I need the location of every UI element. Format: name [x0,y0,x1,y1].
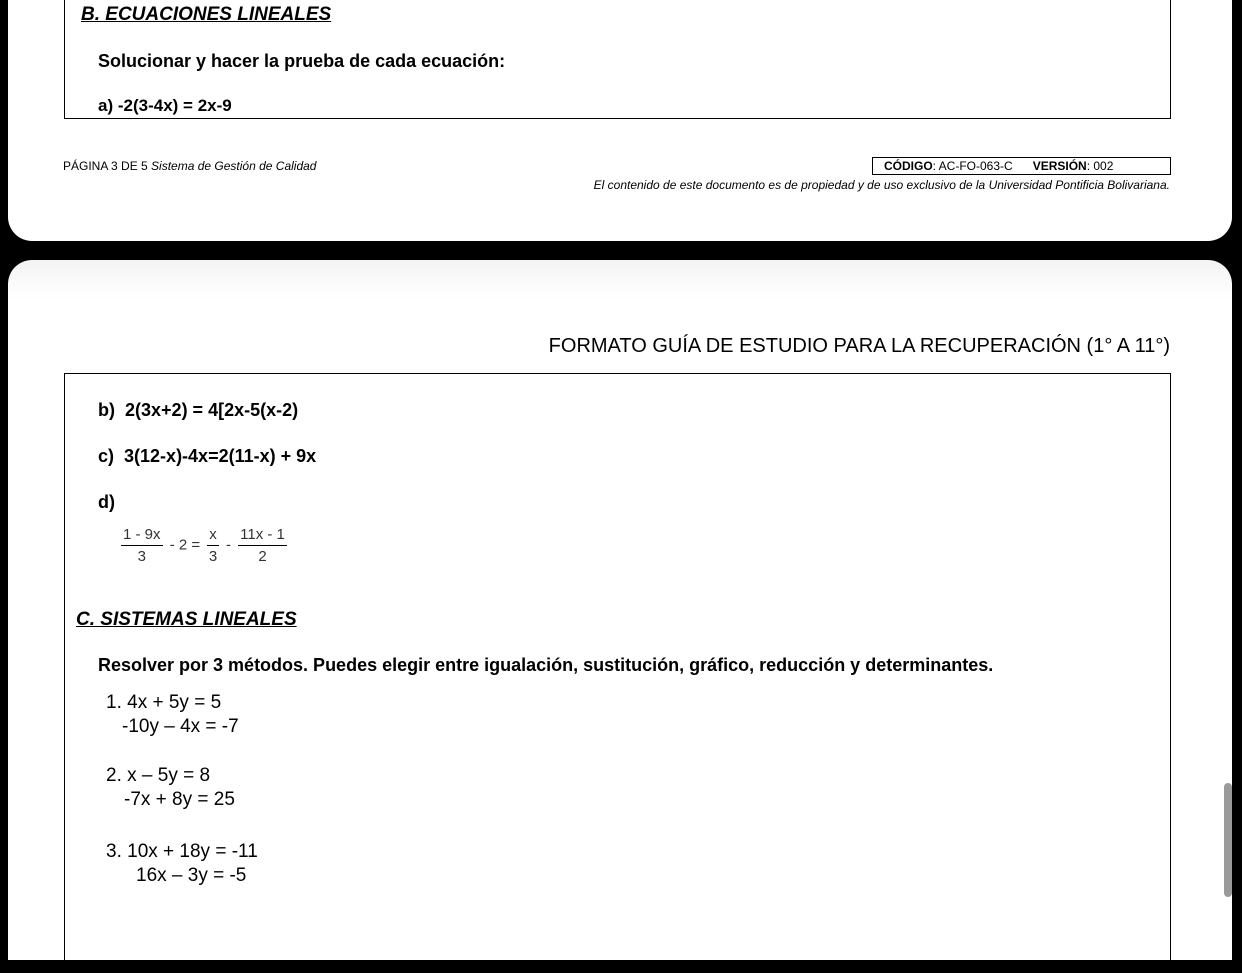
system-3 [106,840,258,888]
equations-instruction: Solucionar y hacer la prueba de cada ecuación: [98,51,506,71]
formula-minus: - [225,536,231,554]
code-version [884,159,1113,173]
system-2-eq2: -7x + 8y = 25 [124,789,235,810]
version-value: : 002 [1086,159,1114,173]
code-label: CÓDIGO [884,159,933,173]
page-footer-left [63,159,316,173]
equation-a-text: -2(3-4x) = 2x-9 [117,96,232,115]
formula-middle: - 2 = [169,536,201,554]
system-1-number: 1. [106,692,122,713]
systems-instruction: Resolver por 3 métodos. Puedes elegir entre igualación, sustitución, gráfico, reducción y determinantes. [98,655,994,675]
equation-c [98,446,316,467]
equation-b-text: 2(3x+2) = 4[2x-5(x-2) [125,400,299,420]
equation-d-label: d) [98,492,115,512]
equation-c-text: 3(12-x)-4x=2(11-x) + 9x [124,446,317,466]
system-3-number: 3. [106,841,122,862]
fraction-2: $\frac{x}{3}$ [208,526,218,565]
system-1 [106,691,239,739]
footer-system-name: Sistema de Gestión de Calidad [151,159,317,173]
equation-d-formula [118,526,290,565]
system-3-eq1: 10x + 18y = -11 [127,841,258,862]
system-2-eq1: x – 5y = 8 [127,765,211,786]
equation-a [98,96,232,116]
fraction-3: $\frac{11x - 1}{2}$ [240,526,285,565]
document-page-3 [8,0,1232,241]
footer-property-notice: El contenido de este documento es de propiedad y de uso exclusivo de la Universidad Pontificia Bolivariana. [593,178,1170,192]
system-1-eq1: 4x + 5y = 5 [127,692,222,713]
equation-c-label: c) [98,446,115,466]
system-2-number: 2. [106,765,122,786]
system-3-eq2: 16x – 3y = -5 [136,865,247,886]
document-page-4 [8,260,1232,960]
page-header-title: FORMATO GUÍA DE ESTUDIO PARA LA RECUPERACIÓN (1° A 11°) [548,335,1170,357]
code-value: : AC-FO-063-C [932,159,1013,173]
fraction-1: $\frac{1 - 9x}{3}$ [123,526,161,565]
equation-a-label: a) [98,96,114,115]
vertical-scrollbar-thumb[interactable] [1224,783,1232,897]
section-c-title: C. SISTEMAS LINEALES [76,609,297,630]
system-2 [106,764,235,812]
equation-b [98,400,298,421]
system-1-eq2: -10y – 4x = -7 [122,716,239,737]
equation-b-label: b) [98,400,115,420]
footer-page-number: PÁGINA 3 DE 5 [63,159,148,173]
section-b-title: B. ECUACIONES LINEALES [81,4,332,25]
version-label: VERSIÓN [1032,159,1087,173]
